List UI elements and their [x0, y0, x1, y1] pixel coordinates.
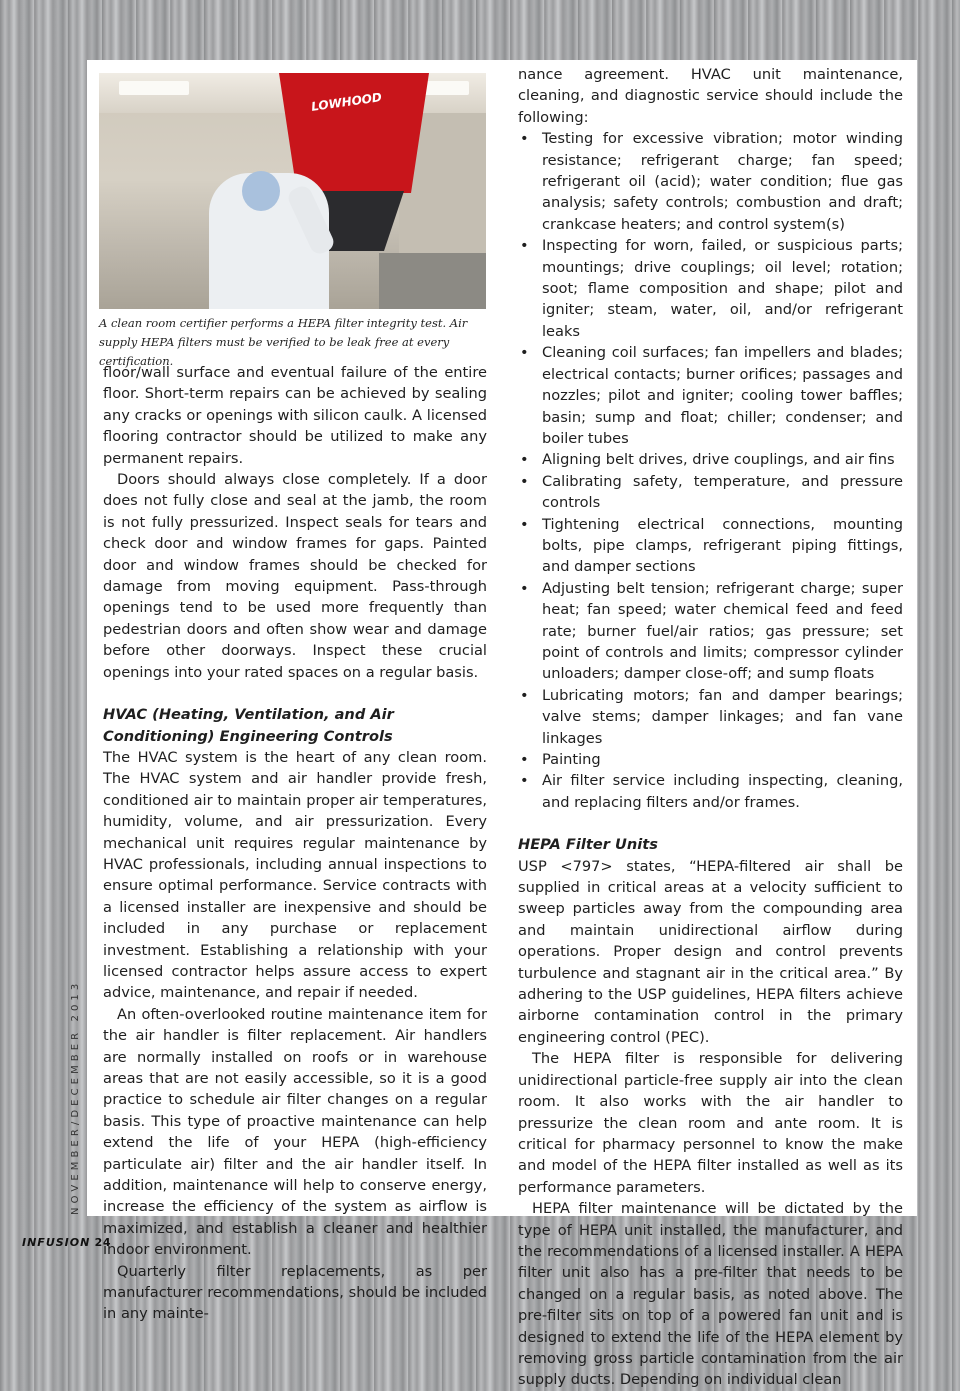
photo-ceiling-light — [119, 81, 189, 95]
paragraph: An often-overlooked routine maintenance item for the air handler is filter replacement. Air handlers are normally installed on roofs or in warehouse areas that are not easily accessible, so it is a good practice to schedule air filter changes on a regular basis. This type of proactive maintenance can help extend the life of your HEPA (high-efficiency particulate air) filter and the air handler itself. In addition, maintenance will help to conserve energy, increase the efficiency of the system as airflow is maximized, and establish a cleaner and healthier indoor environment. — [103, 1005, 487, 1259]
photo-hood-logo: LOWHOOD — [310, 90, 383, 114]
photo-caption: A clean room certifier performs a HEPA filter integrity test. Air supply HEPA filters must be verified to be leak free at every certification. — [99, 316, 468, 368]
paragraph: The HEPA filter is responsible for delivering unidirectional particle-free supply air into the clean room. It also works with the air handler to pressurize the clean room and ante room. It is critical for pharmacy personnel to know the make and model of the HEPA filter installed as well as its performance parameters. — [518, 1050, 903, 1196]
spacer — [103, 683, 487, 704]
list-item: • Cleaning coil surfaces; fan impellers and blades; electrical contacts; burner orifices; passages and nozzles; pilot and igniter; cooling tower baffles; basin; sump and float; chiller; condenser; and boiler tubes — [518, 342, 903, 449]
right-column — [518, 64, 903, 1391]
paragraph: Doors should always close completely. If a door does not fully close and seal at the jamb, the room is not fully pressurized. Inspect seals for tears and check door and window frames for gaps. Painted door and window frames should be checked for damage from moving equipment. Pass-through openings tend to be used more frequently than pedestrian doors and often show wear and damage before other doorways. Inspect these crucial openings into your rated spaces on a regular basis. — [103, 471, 487, 681]
list-item: • Painting — [518, 749, 903, 770]
list-item: • Adjusting belt tension; refrigerant charge; super heat; fan speed; water chemical feed and feed rate; burner fuel/air ratios; gas pressure; set point of controls and limits; compressor cylinder unloaders; damper close-off; and sump floats — [518, 578, 903, 685]
section-heading-hvac: HVAC (Heating, Ventilation, and Air Conditioning) Engineering Controls — [103, 706, 394, 745]
spacer — [518, 813, 903, 834]
list-item: • Calibrating safety, temperature, and pressure controls — [518, 471, 903, 514]
list-item: • Testing for excessive vibration; motor winding resistance; refrigerant charge; fan speed; refrigerant oil (acid); water condition; flue gas analysis; safety controls; combustion and draft; crankcase heaters; and control system(s) — [518, 128, 903, 235]
list-item: • Tightening electrical connections, mounting bolts, pipe clamps, refrigerant piping fittings, and damper sections — [518, 514, 903, 578]
issue-date: NOVEMBER/DECEMBER 2013 — [70, 979, 81, 1215]
list-item: • Lubricating motors; fan and damper bearings; valve stems; damper linkages; and fan vane linkages — [518, 685, 903, 749]
photo-technician-head — [242, 171, 280, 211]
page-footer — [22, 1236, 111, 1249]
clean-room-photo — [99, 73, 486, 309]
maintenance-list — [518, 128, 903, 813]
paragraph: nance agreement. HVAC unit maintenance, cleaning, and diagnostic service should include the following: — [518, 66, 903, 126]
page-number: 24 — [94, 1236, 111, 1249]
list-item: • Aligning belt drives, drive couplings, and air fins — [518, 449, 903, 470]
magazine-logo: INFUSION — [22, 1236, 91, 1249]
paragraph: HEPA filter maintenance will be dictated by the type of HEPA unit installed, the manufacturer, and the recommendations of a licensed installer. A HEPA filter unit also has a pre-filter that needs to be changed on a regular basis, as noted above. The pre-filter sits on top of a powered fan unit and is designed to extend the life of the HEPA element by removing gross particle contamination from the air supply ducts. Depending on individual clean — [518, 1200, 903, 1389]
left-column — [103, 362, 487, 1325]
paragraph: floor/wall surface and eventual failure of the entire floor. Short-term repairs can be achieved by sealing any cracks or openings with silicon caulk. A licensed flooring contractor should be utilized to make any permanent repairs. — [103, 364, 487, 467]
photo-bench — [379, 253, 486, 309]
paragraph: USP <797> states, “HEPA-filtered air shall be supplied in critical areas at a velocity sufficient to sweep particles away from the compounding area and maintain unidirectional airflow during operations. Proper design and control prevents turbulence and stagnant air in the critical area.” By adhering to the USP guidelines, HEPA filters achieve airborne contamination control in the primary engineering control (PEC). — [518, 857, 903, 1046]
paragraph: The HVAC system is the heart of any clean room. The HVAC system and air handler provide fresh, conditioned air to maintain proper air temperatures, humidity, volume, and air pressurization. Every mechanical unit requires regular maintenance by HVAC professionals, including annual inspections to ensure optimal performance. Service contracts with a licensed installer are inexpensive and should be included in any purchase or replacement investment. Establishing a relationship with your licensed contractor helps assure access to expert advice, maintenance, and repair if needed. — [103, 748, 487, 1002]
list-item: • Air filter service including inspecting, cleaning, and replacing filters and/or frames. — [518, 770, 903, 813]
paragraph: Quarterly filter replacements, as per manufacturer recommendations, should be included in any mainte- — [103, 1262, 487, 1323]
section-heading-hepa: HEPA Filter Units — [518, 836, 658, 854]
list-item: • Inspecting for worn, failed, or suspicious parts; mountings; drive couplings; oil level; rotation; soot; flame composition and shape; pilot and igniter; steam, water, oil, and/or refrigerant leaks — [518, 235, 903, 342]
